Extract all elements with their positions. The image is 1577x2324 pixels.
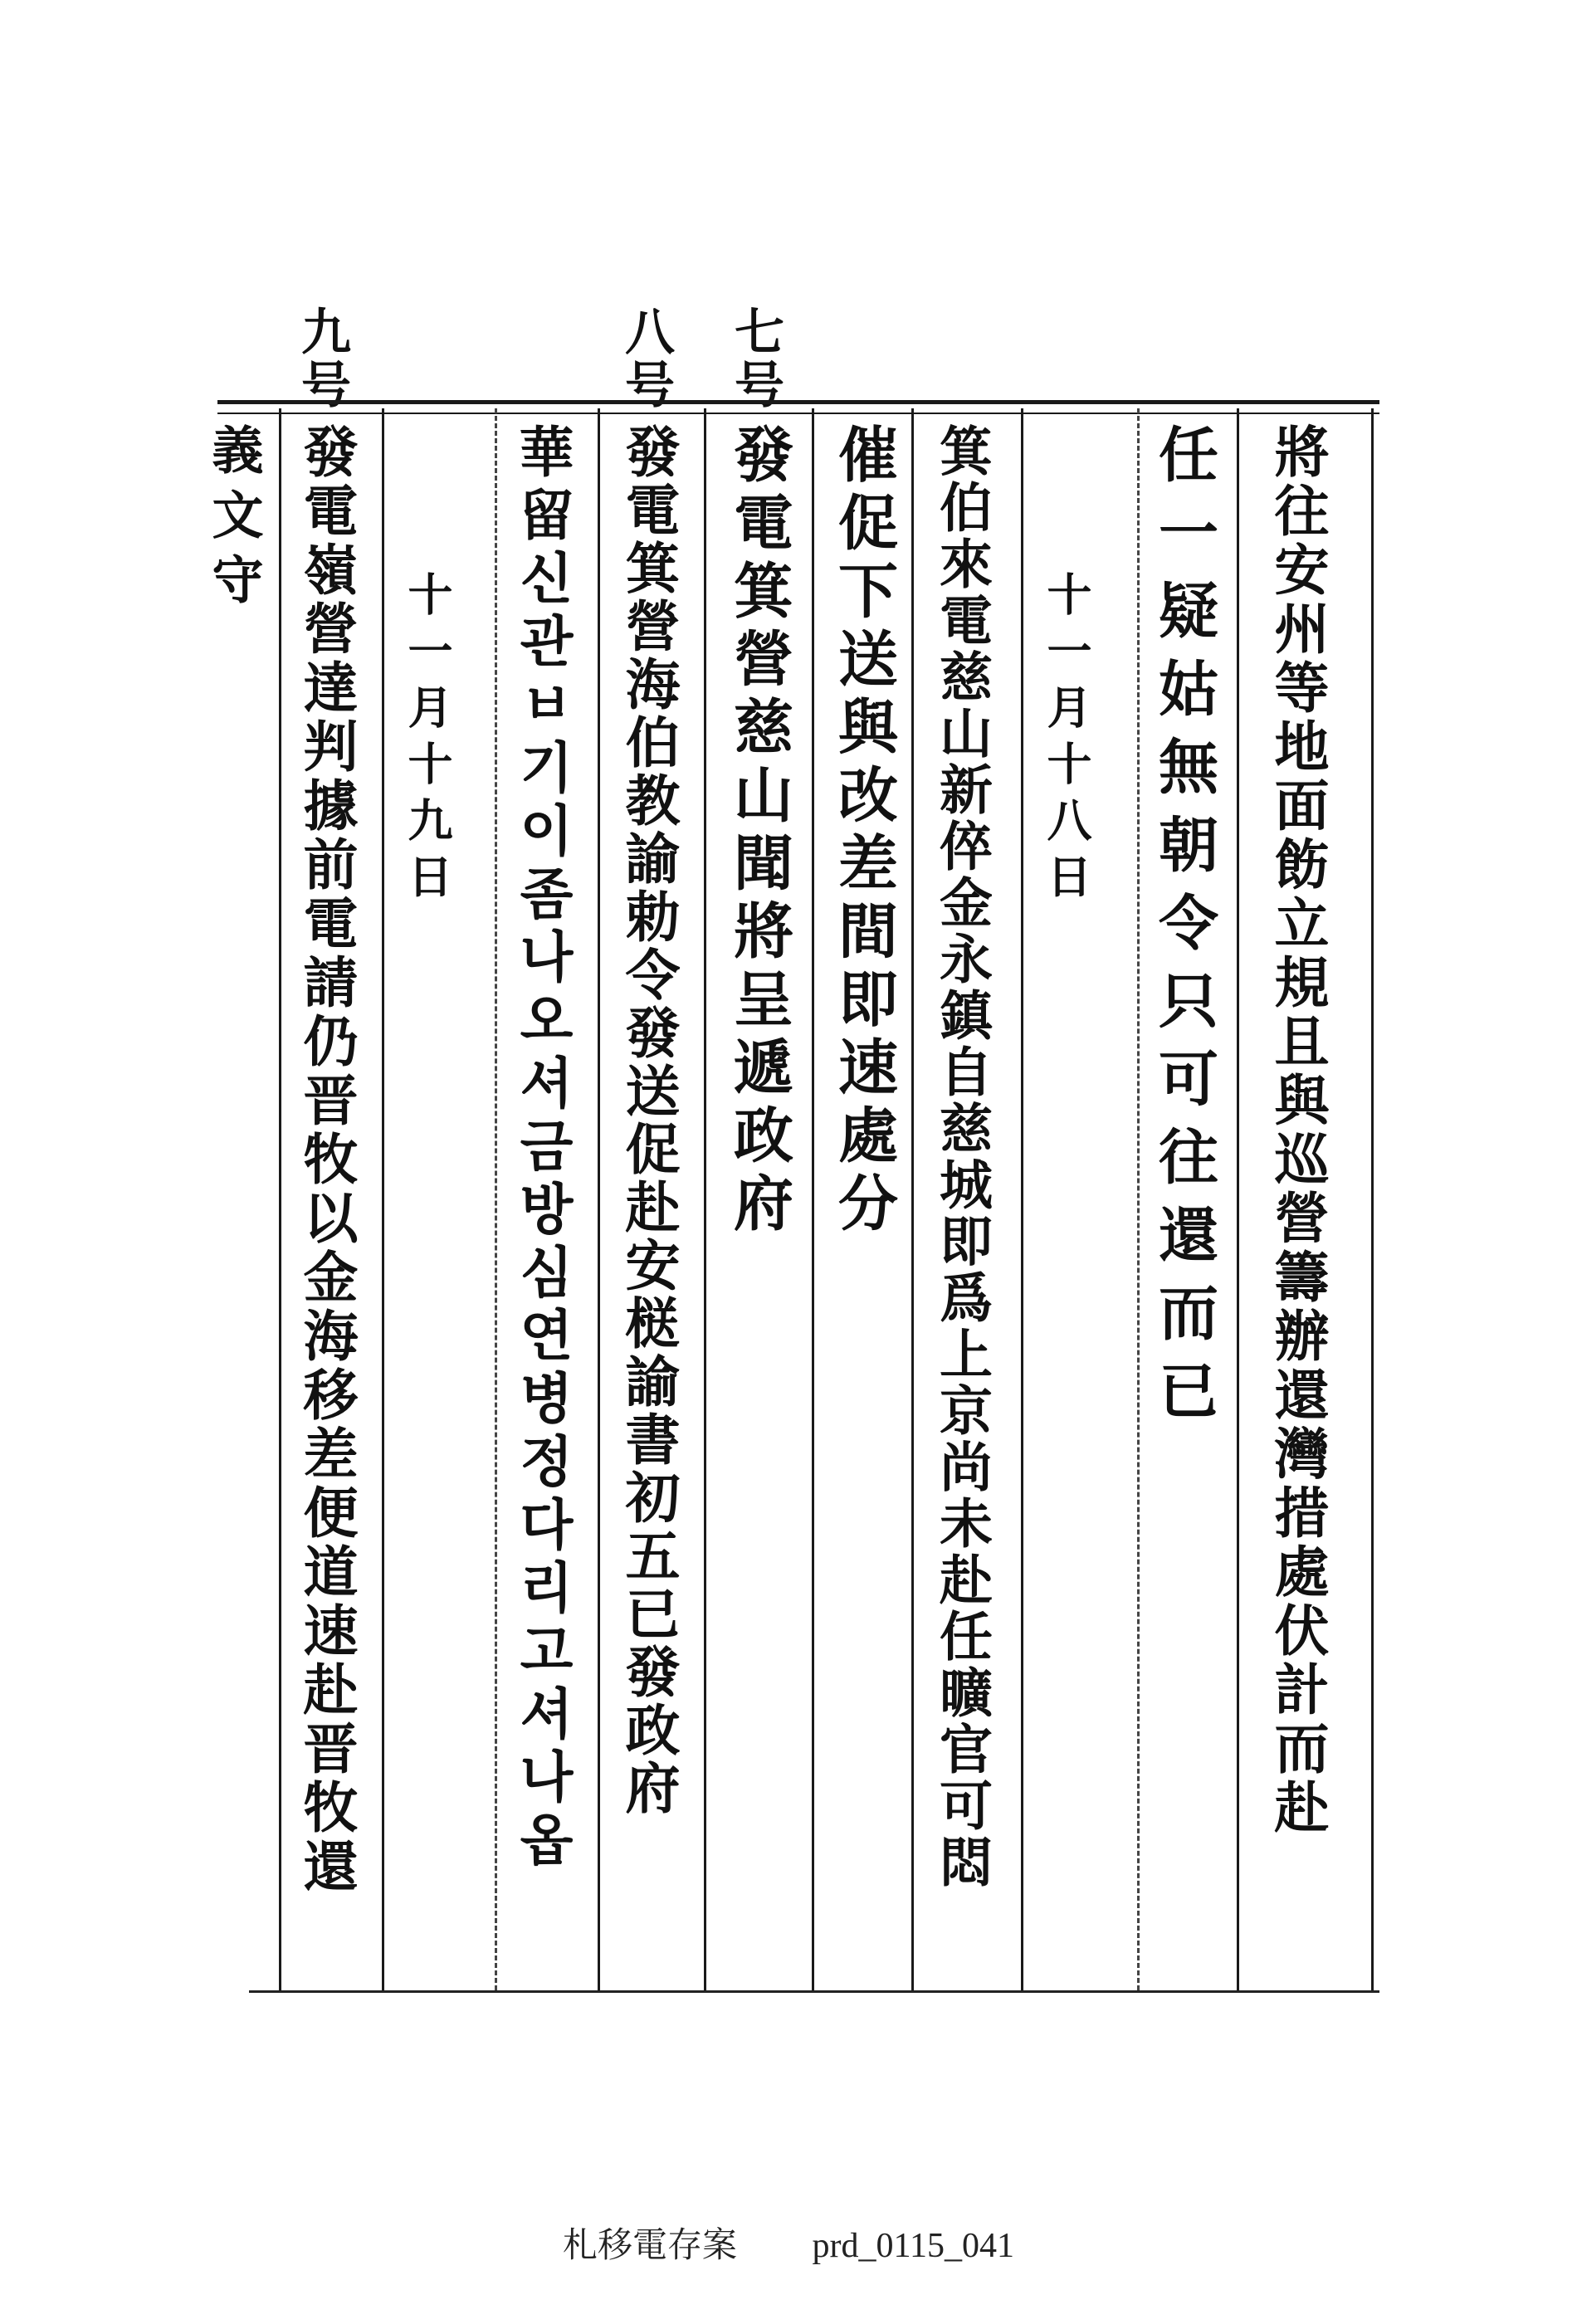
text-column-1: 將往安州等地面飭立規且與巡營籌辦還灣措處伏計而赴: [1265, 423, 1330, 1838]
column-rule: [812, 408, 814, 1990]
document-code: prd_0115_041: [812, 2227, 1014, 2265]
heading-no-8: 八号: [617, 305, 675, 412]
text-column-3: 箕伯來電慈山新倅金永鎮自慈城即爲上京尚未赴任曠官可悶: [930, 423, 993, 1891]
top-double-rule: [217, 400, 1379, 414]
heading-no-7: 七号: [726, 305, 784, 412]
column-rule: [1137, 408, 1140, 1990]
column-rule: [279, 408, 281, 1990]
text-column-8: 發電嶺營達判據前電請仍晋牧以金海移差便道速赴晋牧還: [294, 423, 359, 1897]
column-rule: [1021, 408, 1023, 1990]
date-column-18: 十一月十八日: [1040, 571, 1093, 910]
text-column-2: 任一疑姑無朝令只可往還而已: [1149, 423, 1219, 1438]
text-column-5: 發電箕營慈山聞將呈遞政府: [724, 423, 794, 1240]
column-rule: [598, 408, 600, 1990]
text-column-9: 義文守: [203, 423, 264, 618]
column-rule: [495, 408, 497, 1990]
column-rule: [1371, 408, 1374, 1990]
text-column-7-hangul: 華留신관ㅂ기이좀나오셔금방심연병정다리고셔나옵: [510, 423, 574, 1874]
footer-caption: [0, 2218, 1577, 2268]
heading-no-9: 九号: [293, 305, 351, 412]
column-rule: [382, 408, 384, 1990]
column-rule: [1237, 408, 1239, 1990]
bottom-rule: [249, 1990, 1379, 1993]
text-column-6: 發電箕營海伯教諭勅令發送促赴安㮸諭書初五已發政府: [616, 423, 681, 1818]
date-column-19: 十一月十九日: [401, 571, 454, 910]
column-rule: [911, 408, 914, 1990]
document-title: 札移電存案: [563, 2227, 738, 2265]
text-column-4: 催促下送與改差間即速處分: [828, 423, 899, 1240]
column-rule: [704, 408, 706, 1990]
